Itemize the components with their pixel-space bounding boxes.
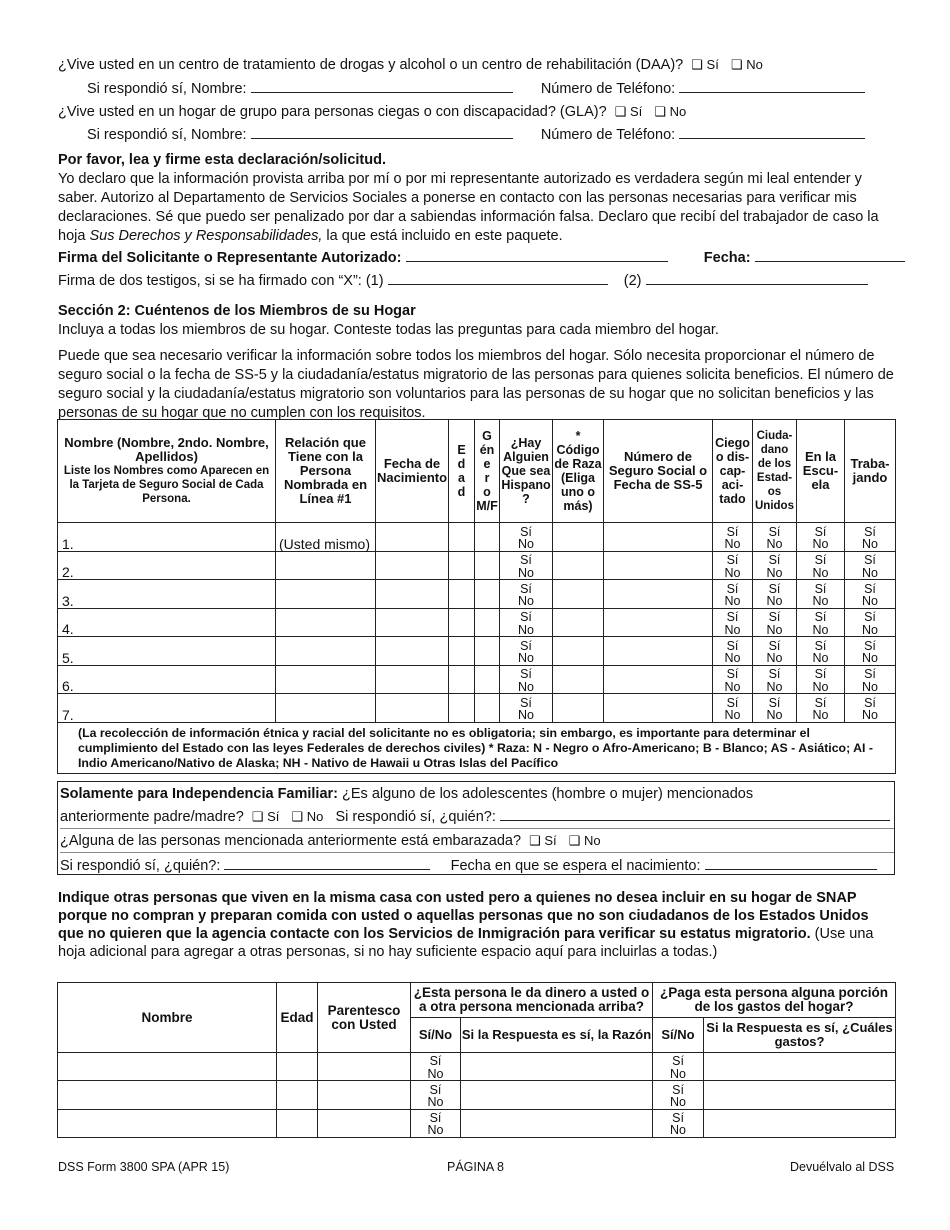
other-person-row — [58, 1081, 896, 1109]
family-independence-box — [57, 781, 895, 875]
pregnant-who-field[interactable] — [224, 856, 430, 870]
age-cell[interactable] — [449, 551, 475, 580]
member-name-cell[interactable]: 2. — [58, 551, 276, 580]
money-yes-no[interactable]: Sí No — [411, 1081, 461, 1109]
pregnant-question: ¿Alguna de las personas mencionada anteriormente está embarazada? — [60, 833, 522, 849]
other-age-cell[interactable] — [277, 1081, 318, 1109]
date-field[interactable] — [755, 248, 905, 262]
daa-name-field[interactable] — [251, 79, 513, 93]
working-yes-no[interactable]: Sí No — [845, 523, 896, 552]
daa-no-checkbox[interactable]: ❑ No — [730, 57, 763, 72]
signature-field[interactable] — [406, 248, 668, 262]
age-cell[interactable] — [449, 580, 475, 609]
disabled-yes-no[interactable]: Sí No — [713, 694, 753, 723]
ssn-cell[interactable] — [604, 665, 713, 694]
header-other-name: Nombre — [58, 983, 277, 1053]
member-row — [58, 580, 896, 609]
age-cell[interactable] — [449, 608, 475, 637]
daa-yes-checkbox[interactable]: ❑ Sí — [691, 57, 719, 72]
hispanic-yes-no[interactable]: Sí No — [500, 523, 553, 552]
header-which-expenses: Si la Respuesta es sí, ¿Cuáles gastos? — [704, 1018, 896, 1053]
header-reason: Si la Respuesta es sí, la Razón — [461, 1018, 653, 1053]
gla-phone-field[interactable] — [679, 125, 865, 139]
member-name-cell[interactable]: 7. — [58, 694, 276, 723]
reason-cell[interactable] — [461, 1081, 653, 1109]
age-cell[interactable] — [449, 694, 475, 723]
ssn-cell[interactable] — [604, 523, 713, 552]
school-yes-no[interactable]: Sí No — [797, 551, 845, 580]
citizen-yes-no[interactable]: Sí No — [753, 608, 797, 637]
parent-who-field[interactable] — [500, 807, 890, 821]
header-race: * Código de Raza (Eliga uno o más) — [553, 420, 604, 523]
daa-phone-field[interactable] — [679, 79, 865, 93]
citizen-yes-no[interactable]: Sí No — [753, 694, 797, 723]
header-gender: G én e r o M/F — [475, 420, 500, 523]
header-expenses-yn: Sí/No — [653, 1018, 704, 1053]
hispanic-yes-no[interactable]: Sí No — [500, 694, 553, 723]
disabled-yes-no[interactable]: Sí No — [713, 523, 753, 552]
other-person-row — [58, 1053, 896, 1081]
expenses-yes-no[interactable]: Sí No — [653, 1081, 704, 1109]
race-cell[interactable] — [553, 608, 604, 637]
member-relation-cell[interactable] — [276, 580, 376, 609]
reason-cell[interactable] — [461, 1053, 653, 1081]
date-label: Fecha: — [703, 250, 751, 266]
independence-q1b: anteriormente padre/madre? — [60, 809, 244, 825]
birthdate-cell[interactable] — [376, 694, 449, 723]
header-name: Nombre (Nombre, 2ndo. Nombre, Apellidos) Liste los Nombres como Aparecen en la Tarjeta de Seguro Social de Cada Persona. — [58, 420, 276, 523]
working-yes-no[interactable]: Sí No — [845, 608, 896, 637]
age-cell[interactable] — [449, 665, 475, 694]
declaration-text-end: la que está incluido en este paquete. — [322, 228, 563, 244]
header-money: ¿Esta persona le da dinero a usted o a otra persona mencionada arriba? — [411, 983, 653, 1018]
member-relation-cell[interactable] — [276, 551, 376, 580]
gla-yes-checkbox[interactable]: ❑ Sí — [614, 104, 643, 119]
declaration-italic: Sus Derechos y Responsabilidades, — [89, 228, 323, 244]
witness1-field[interactable] — [388, 271, 608, 285]
ssn-cell[interactable] — [604, 608, 713, 637]
school-yes-no[interactable]: Sí No — [797, 523, 845, 552]
birthdate-cell[interactable] — [376, 523, 449, 552]
other-persons-table — [57, 982, 896, 1138]
member-row — [58, 523, 896, 552]
gender-cell[interactable] — [475, 608, 500, 637]
member-relation-cell[interactable]: (Usted mismo) — [276, 523, 376, 552]
hispanic-yes-no[interactable]: Sí No — [500, 580, 553, 609]
school-yes-no[interactable]: Sí No — [797, 580, 845, 609]
pregnant-yes-checkbox[interactable]: ❑ Sí — [529, 833, 557, 848]
page-number: PÁGINA 8 — [447, 1160, 504, 1174]
other-name-cell[interactable] — [58, 1081, 277, 1109]
citizen-yes-no[interactable]: Sí No — [753, 665, 797, 694]
birthdate-cell[interactable] — [376, 608, 449, 637]
birthdate-cell[interactable] — [376, 551, 449, 580]
age-cell[interactable] — [449, 637, 475, 666]
expenses-yes-no[interactable]: Sí No — [653, 1053, 704, 1081]
independence-label: Solamente para Independencia Familiar: — [60, 786, 338, 802]
daa-question — [58, 56, 895, 74]
pregnant-who-label: Si respondió sí, ¿quién?: — [60, 858, 221, 874]
daa-phone-label: Número de Teléfono: — [540, 81, 676, 97]
household-members-table — [57, 419, 896, 774]
other-name-cell[interactable] — [58, 1109, 277, 1137]
which-expenses-cell[interactable] — [704, 1053, 896, 1081]
header-birthdate: Fecha de Nacimiento — [376, 420, 449, 523]
gender-cell[interactable] — [475, 580, 500, 609]
witness2-field[interactable] — [646, 271, 868, 285]
member-relation-cell[interactable] — [276, 637, 376, 666]
header-citizen: Ciuda- dano de los Estad- os Unidos — [753, 420, 797, 523]
which-expenses-cell[interactable] — [704, 1109, 896, 1137]
school-yes-no[interactable]: Sí No — [797, 608, 845, 637]
other-age-cell[interactable] — [277, 1109, 318, 1137]
gla-no-checkbox[interactable]: ❑ No — [654, 104, 687, 119]
ssn-cell[interactable] — [604, 551, 713, 580]
parent-who-label: Si respondió sí, ¿quién?: — [335, 809, 496, 825]
header-disabled: Ciego o dis- cap- aci- tado — [713, 420, 753, 523]
citizen-yes-no[interactable]: Sí No — [753, 551, 797, 580]
section2-intro: Incluya a todas los miembros de su hogar. Conteste todas las preguntas para cada miembro del hogar. — [58, 322, 719, 338]
gender-cell[interactable] — [475, 637, 500, 666]
member-row — [58, 608, 896, 637]
member-name-cell[interactable]: 5. — [58, 637, 276, 666]
parent-yes-checkbox[interactable]: ❑ Sí — [251, 809, 280, 824]
return-note: Devuélvalo al DSS — [790, 1160, 895, 1174]
other-relation-cell[interactable] — [318, 1109, 411, 1137]
member-name-cell[interactable]: 3. — [58, 580, 276, 609]
hispanic-yes-no[interactable]: Sí No — [500, 637, 553, 666]
witness-label: Firma de dos testigos, si se ha firmado con “X”: (1) — [58, 273, 384, 289]
other-relation-cell[interactable] — [318, 1081, 411, 1109]
member-relation-cell[interactable] — [276, 665, 376, 694]
race-cell[interactable] — [553, 580, 604, 609]
others-instructions-bold: Indique otras personas que viven en la misma casa con usted pero a quienes no desea incluir en su hogar de SNAP porque no compran y preparan comida con usted o aquellas personas que no son ciudadanos de los Estados Unidos que no quieren que la agencia contacte con los Servicios de Inmigración para verificar su estatus migratorio. — [58, 890, 869, 942]
citizen-yes-no[interactable]: Sí No — [753, 580, 797, 609]
parent-no-checkbox[interactable]: ❑ No — [291, 809, 324, 824]
other-person-row — [58, 1109, 896, 1137]
header-working: Traba- jando — [845, 420, 896, 523]
working-yes-no[interactable]: Sí No — [845, 694, 896, 723]
race-cell[interactable] — [553, 637, 604, 666]
race-cell[interactable] — [553, 665, 604, 694]
header-money-yn: Sí/No — [411, 1018, 461, 1053]
age-cell[interactable] — [449, 523, 475, 552]
hispanic-yes-no[interactable]: Sí No — [500, 665, 553, 694]
race-cell[interactable] — [553, 694, 604, 723]
gender-cell[interactable] — [475, 694, 500, 723]
gender-cell[interactable] — [475, 523, 500, 552]
section2-heading: Sección 2: Cuéntenos de los Miembros de su Hogar — [58, 303, 416, 319]
other-age-cell[interactable] — [277, 1053, 318, 1081]
header-expenses: ¿Paga esta persona alguna porción de los gastos del hogar? — [653, 983, 896, 1018]
witness2-label: (2) — [623, 273, 642, 289]
gla-name-label: Si respondió sí, Nombre: — [87, 127, 247, 143]
school-yes-no[interactable]: Sí No — [797, 665, 845, 694]
expenses-yes-no[interactable]: Sí No — [653, 1109, 704, 1137]
race-cell[interactable] — [553, 551, 604, 580]
gla-name-field[interactable] — [251, 125, 513, 139]
member-row — [58, 694, 896, 723]
reason-cell[interactable] — [461, 1109, 653, 1137]
header-hispanic: ¿Hay Alguien Que sea Hispano ? — [500, 420, 553, 523]
header-ssn: Número de Seguro Social o Fecha de SS-5 — [604, 420, 713, 523]
disabled-yes-no[interactable]: Sí No — [713, 637, 753, 666]
header-other-age: Edad — [277, 983, 318, 1053]
birthdate-cell[interactable] — [376, 637, 449, 666]
money-yes-no[interactable]: Sí No — [411, 1053, 461, 1081]
school-yes-no[interactable]: Sí No — [797, 694, 845, 723]
other-name-cell[interactable] — [58, 1053, 277, 1081]
disabled-yes-no[interactable]: Sí No — [713, 665, 753, 694]
header-other-relation: Parentesco con Usted — [318, 983, 411, 1053]
race-cell[interactable] — [553, 523, 604, 552]
gla-phone-label: Número de Teléfono: — [540, 127, 676, 143]
birthdate-cell[interactable] — [376, 580, 449, 609]
daa-name-label: Si respondió sí, Nombre: — [87, 81, 247, 97]
member-relation-cell[interactable] — [276, 694, 376, 723]
money-yes-no[interactable]: Sí No — [411, 1109, 461, 1137]
disabled-yes-no[interactable]: Sí No — [713, 608, 753, 637]
member-row — [58, 665, 896, 694]
working-yes-no[interactable]: Sí No — [845, 637, 896, 666]
others-instructions: (Use una hoja adicional para agregar a otras personas, si no hay suficiente espacio aquí para incluirlas a todas.) — [58, 926, 874, 960]
disabled-yes-no[interactable]: Sí No — [713, 580, 753, 609]
section2-paragraph: Puede que sea necesario verificar la información sobre todos los miembros del hogar. Sólo necesita proporcionar el número de seguro social o la fecha de SS-5 y la ciudadanía/estatus migratorio de las personas para quienes solicita beneficios. El número de seguro social y la ciudadanía/estatus migratorio son voluntarios para las personas de su hogar que no solicitan beneficios y las personas de su hogar que no cumplen con los requisitos. — [58, 348, 894, 421]
gla-question-text: ¿Vive usted en un hogar de grupo para personas ciegas o con discapacidad? (GLA)? — [58, 104, 607, 120]
member-name-cell[interactable]: 6. — [58, 665, 276, 694]
signature-label: Firma del Solicitante o Representante Autorizado: — [58, 250, 402, 266]
ssn-cell[interactable] — [604, 637, 713, 666]
header-relation: Relación que Tiene con la Persona Nombrada en Línea #1 — [276, 420, 376, 523]
member-name-cell[interactable]: 4. — [58, 608, 276, 637]
member-name-cell[interactable]: 1. — [58, 523, 276, 552]
daa-question-text: ¿Vive usted en un centro de tratamiento de drogas y alcohol o un centro de rehabilitación (DAA)? — [58, 57, 684, 73]
pregnant-no-checkbox[interactable]: ❑ No — [568, 833, 601, 848]
member-relation-cell[interactable] — [276, 608, 376, 637]
due-date-field[interactable] — [705, 856, 877, 870]
declaration-heading: Por favor, lea y firme esta declaración/solicitud. — [58, 152, 386, 168]
other-relation-cell[interactable] — [318, 1053, 411, 1081]
independence-q1: ¿Es alguno de los adolescentes (hombre o mujer) mencionados — [338, 786, 754, 802]
race-note: (La recolección de información étnica y racial del solicitante no es obligatoria; sin embargo, es importante para determinar el cumplimiento del Estado con las leyes Federales de derechos civiles) * Raza: N - Negro o Afro-Americano; B - Blanco; AS - Asiático; AI - Indio Americano/Nativo de Alaska; NH - Nativo de Hawaii u Otras Islas del Pacífico — [58, 722, 896, 773]
hispanic-yes-no[interactable]: Sí No — [500, 608, 553, 637]
gender-cell[interactable] — [475, 551, 500, 580]
gender-cell[interactable] — [475, 665, 500, 694]
disabled-yes-no[interactable]: Sí No — [713, 551, 753, 580]
which-expenses-cell[interactable] — [704, 1081, 896, 1109]
working-yes-no[interactable]: Sí No — [845, 551, 896, 580]
school-yes-no[interactable]: Sí No — [797, 637, 845, 666]
ssn-cell[interactable] — [604, 580, 713, 609]
header-age: E d a d — [449, 420, 475, 523]
header-school: En la Escu- ela — [797, 420, 845, 523]
hispanic-yes-no[interactable]: Sí No — [500, 551, 553, 580]
citizen-yes-no[interactable]: Sí No — [753, 637, 797, 666]
birthdate-cell[interactable] — [376, 665, 449, 694]
member-row — [58, 637, 896, 666]
declaration-text: Yo declaro que la información provista arriba por mí o por mi representante autorizado es verdadera según mi leal entender y saber. Autorizo al Departamento de Servicios Sociales a ponerse en contacto con las personas necesarias para verificar mis declaraciones. Sé que puedo ser penalizado por dar a sabiendas información falsa. Declaro que recibí del trabajador de caso la hoja — [58, 171, 879, 244]
member-row — [58, 551, 896, 580]
ssn-cell[interactable] — [604, 694, 713, 723]
citizen-yes-no[interactable]: Sí No — [753, 523, 797, 552]
due-date-label: Fecha en que se espera el nacimiento: — [450, 858, 701, 874]
form-number: DSS Form 3800 SPA (APR 15) — [58, 1160, 230, 1174]
working-yes-no[interactable]: Sí No — [845, 665, 896, 694]
working-yes-no[interactable]: Sí No — [845, 580, 896, 609]
